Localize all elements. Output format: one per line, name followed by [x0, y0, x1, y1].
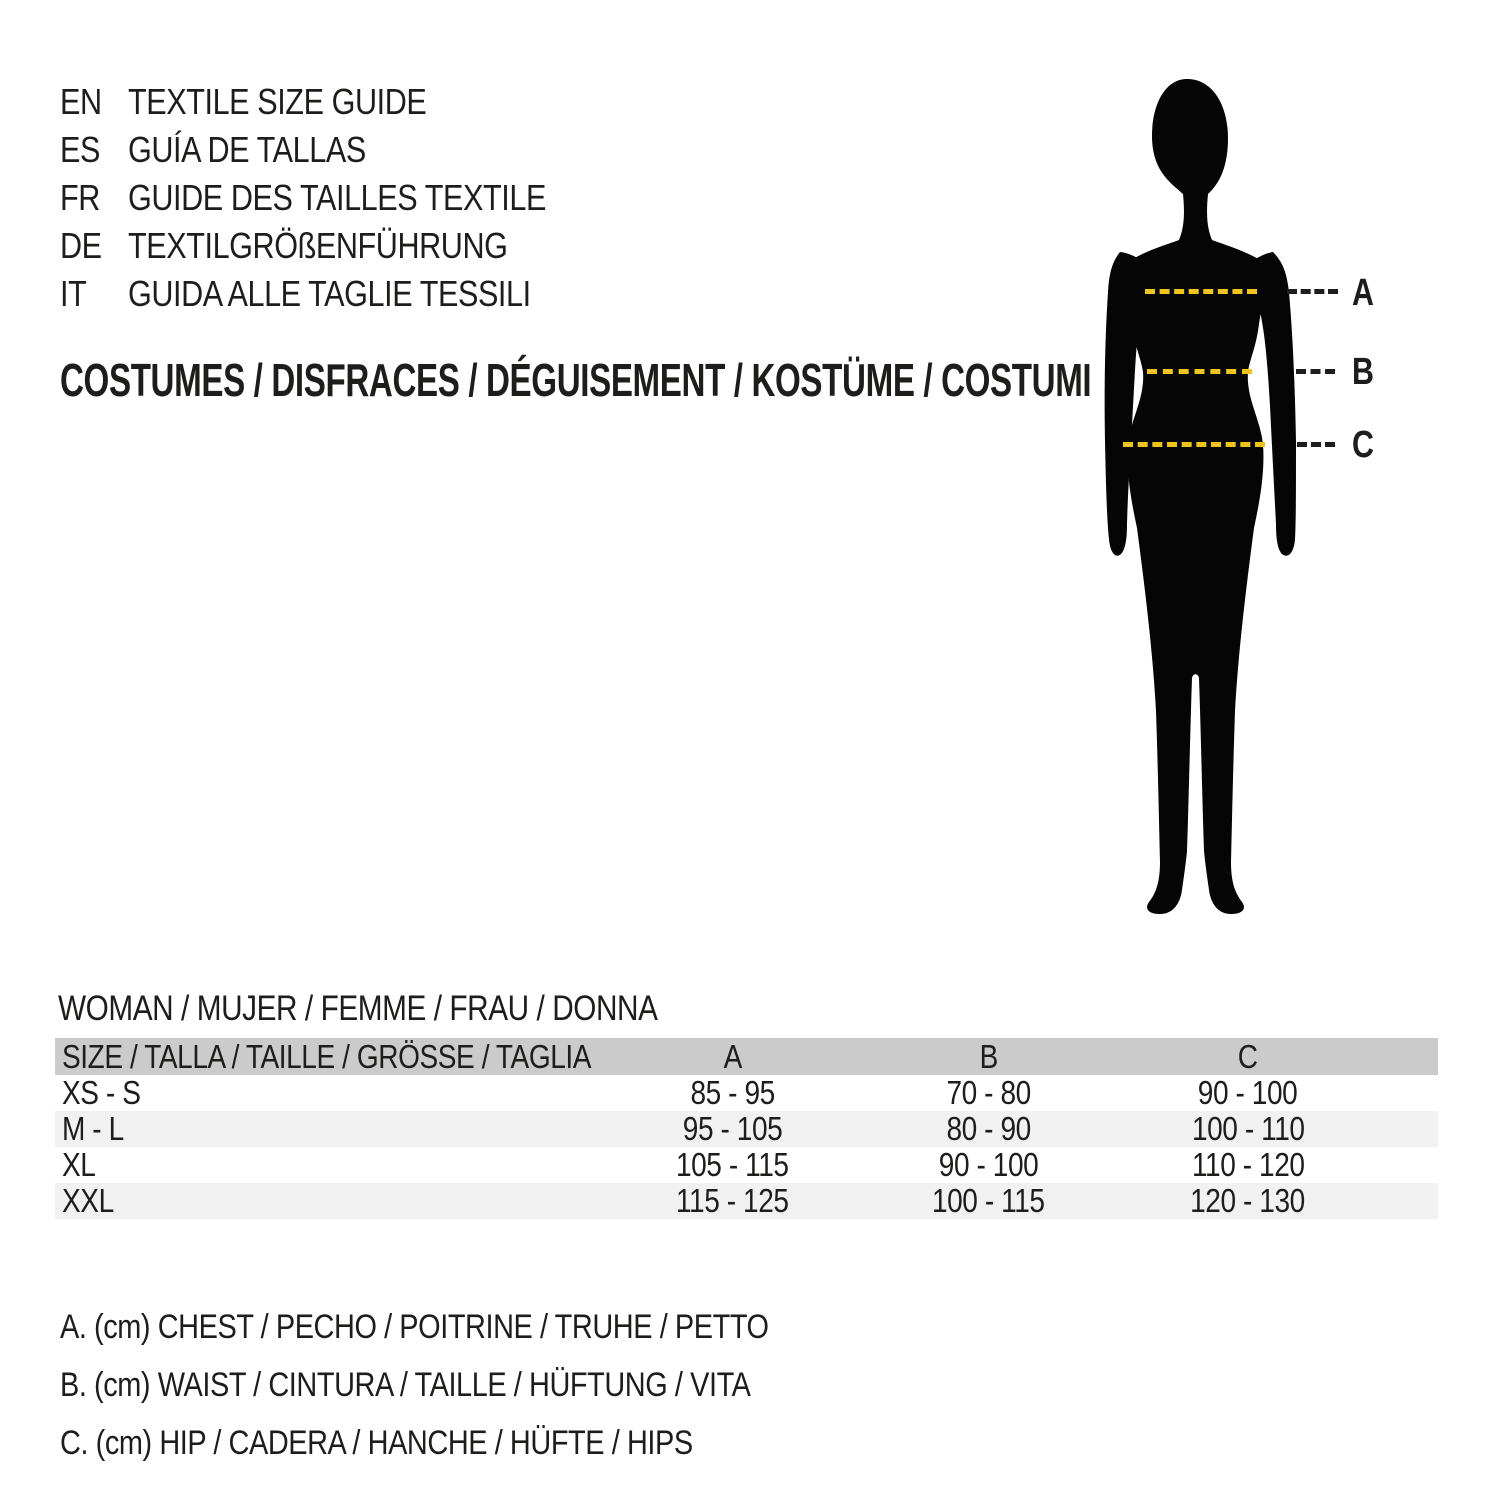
language-label-text: TEXTILE SIZE GUIDE — [128, 81, 427, 122]
cell-a — [608, 1183, 857, 1219]
hip-measure-line — [1123, 442, 1265, 447]
header-cell-size — [55, 1038, 608, 1075]
cell-c-text: 120 - 130 — [1190, 1182, 1306, 1219]
header-cell-a-text: A — [723, 1038, 742, 1075]
language-list — [60, 78, 620, 318]
cell-b — [857, 1183, 1120, 1219]
language-code — [60, 222, 128, 270]
cell-a-text: 105 - 115 — [676, 1146, 789, 1183]
waist-leader-line — [1296, 369, 1335, 374]
language-code-text: EN — [60, 81, 102, 122]
silhouette-body — [1118, 79, 1273, 914]
cell-b-text: 70 - 80 — [946, 1074, 1031, 1111]
language-label-text: TEXTILGRÖßENFÜHRUNG — [128, 225, 508, 266]
marker-label-b — [1352, 352, 1379, 392]
cell-size — [55, 1111, 608, 1147]
language-label-text: GUÍA DE TALLAS — [128, 129, 366, 170]
cell-b — [857, 1147, 1120, 1183]
cell-a — [608, 1147, 857, 1183]
marker-label-c — [1352, 425, 1379, 465]
cell-size — [55, 1183, 608, 1219]
language-code-text: ES — [60, 129, 100, 170]
cell-c — [1120, 1075, 1376, 1111]
cell-size-text: XXL — [62, 1182, 114, 1219]
legend-item-hip — [60, 1414, 894, 1472]
cell-a-text: 85 - 95 — [690, 1074, 775, 1111]
legend-item-hip-text: C. (cm) HIP / CADERA / HANCHE / HÜFTE / HIPS — [60, 1424, 693, 1462]
chest-leader-line — [1287, 289, 1338, 294]
legend-item-chest — [60, 1298, 894, 1356]
table-row-xl — [55, 1147, 1438, 1183]
hip-leader-line — [1297, 442, 1335, 447]
legend-item-waist — [60, 1356, 894, 1414]
marker-label-c-text: C — [1352, 424, 1374, 466]
woman-silhouette — [1090, 76, 1320, 920]
size-table-header-row — [55, 1038, 1438, 1075]
language-row-fr — [60, 174, 620, 222]
language-label — [128, 78, 479, 126]
cell-b — [857, 1111, 1120, 1147]
header-cell-c — [1120, 1038, 1376, 1075]
marker-label-a-text: A — [1352, 272, 1374, 314]
language-label-text: GUIDE DES TAILLES TEXTILE — [128, 177, 546, 218]
cell-b-text: 80 - 90 — [946, 1110, 1031, 1147]
language-code-text: FR — [60, 177, 100, 218]
cell-c-text: 90 - 100 — [1198, 1074, 1298, 1111]
language-code — [60, 126, 128, 174]
cell-size — [55, 1147, 608, 1183]
language-label — [128, 174, 620, 222]
size-table — [55, 1038, 1438, 1219]
cell-c — [1120, 1147, 1376, 1183]
legend-item-waist-text: B. (cm) WAIST / CINTURA / TAILLE / HÜFTUNG / VITA — [60, 1366, 751, 1404]
cell-a-text: 115 - 125 — [676, 1182, 789, 1219]
measurement-legend — [60, 1298, 894, 1472]
cell-a-text: 95 - 105 — [682, 1110, 783, 1147]
table-row-xxl — [55, 1183, 1438, 1219]
cell-b-text: 90 - 100 — [938, 1146, 1039, 1183]
cell-b-text: 100 - 115 — [932, 1182, 1045, 1219]
language-row-it — [60, 270, 620, 318]
chest-measure-line — [1145, 289, 1257, 294]
language-label — [128, 270, 602, 318]
cell-a — [608, 1075, 857, 1111]
table-row-xs-s — [55, 1075, 1438, 1111]
waist-measure-line — [1147, 369, 1252, 374]
cell-size-text: M - L — [62, 1110, 124, 1147]
language-code-text: DE — [60, 225, 102, 266]
legend-item-chest-text: A. (cm) CHEST / PECHO / POITRINE / TRUHE / PETTO — [60, 1308, 769, 1346]
woman-section-title — [58, 989, 763, 1029]
cell-c-text: 100 - 110 — [1191, 1110, 1305, 1147]
language-label — [128, 222, 575, 270]
cell-c-text: 110 - 120 — [1191, 1146, 1305, 1183]
language-label-text: GUIDA ALLE TAGLIE TESSILI — [128, 273, 531, 314]
marker-label-b-text: B — [1352, 351, 1374, 393]
language-code — [60, 270, 128, 318]
cell-a — [608, 1111, 857, 1147]
cell-b — [857, 1075, 1120, 1111]
cell-size-text: XL — [62, 1146, 96, 1183]
header-cell-b — [857, 1038, 1120, 1075]
language-row-en — [60, 78, 620, 126]
language-code — [60, 78, 128, 126]
language-row-de — [60, 222, 620, 270]
header-cell-size-text: SIZE / TALLA / TAILLE / GRÖSSE / TAGLIA — [62, 1038, 592, 1075]
table-row-m-l — [55, 1111, 1438, 1147]
header-cell-b-text: B — [979, 1038, 998, 1075]
language-code-text: IT — [60, 273, 87, 314]
language-code — [60, 174, 128, 222]
woman-section-title-text: WOMAN / MUJER / FEMME / FRAU / DONNA — [58, 989, 658, 1028]
header-cell-a — [608, 1038, 857, 1075]
marker-label-a — [1352, 273, 1379, 313]
cell-size-text: XS - S — [62, 1074, 141, 1111]
header-cell-c-text: C — [1237, 1038, 1258, 1075]
cell-c — [1120, 1111, 1376, 1147]
cell-size — [55, 1075, 608, 1111]
cell-c — [1120, 1183, 1376, 1219]
language-row-es — [60, 126, 620, 174]
language-label — [128, 126, 408, 174]
category-heading-text: COSTUMES / DISFRACES / DÉGUISEMENT / KOSTÜME / COSTUMI — [60, 354, 1092, 406]
